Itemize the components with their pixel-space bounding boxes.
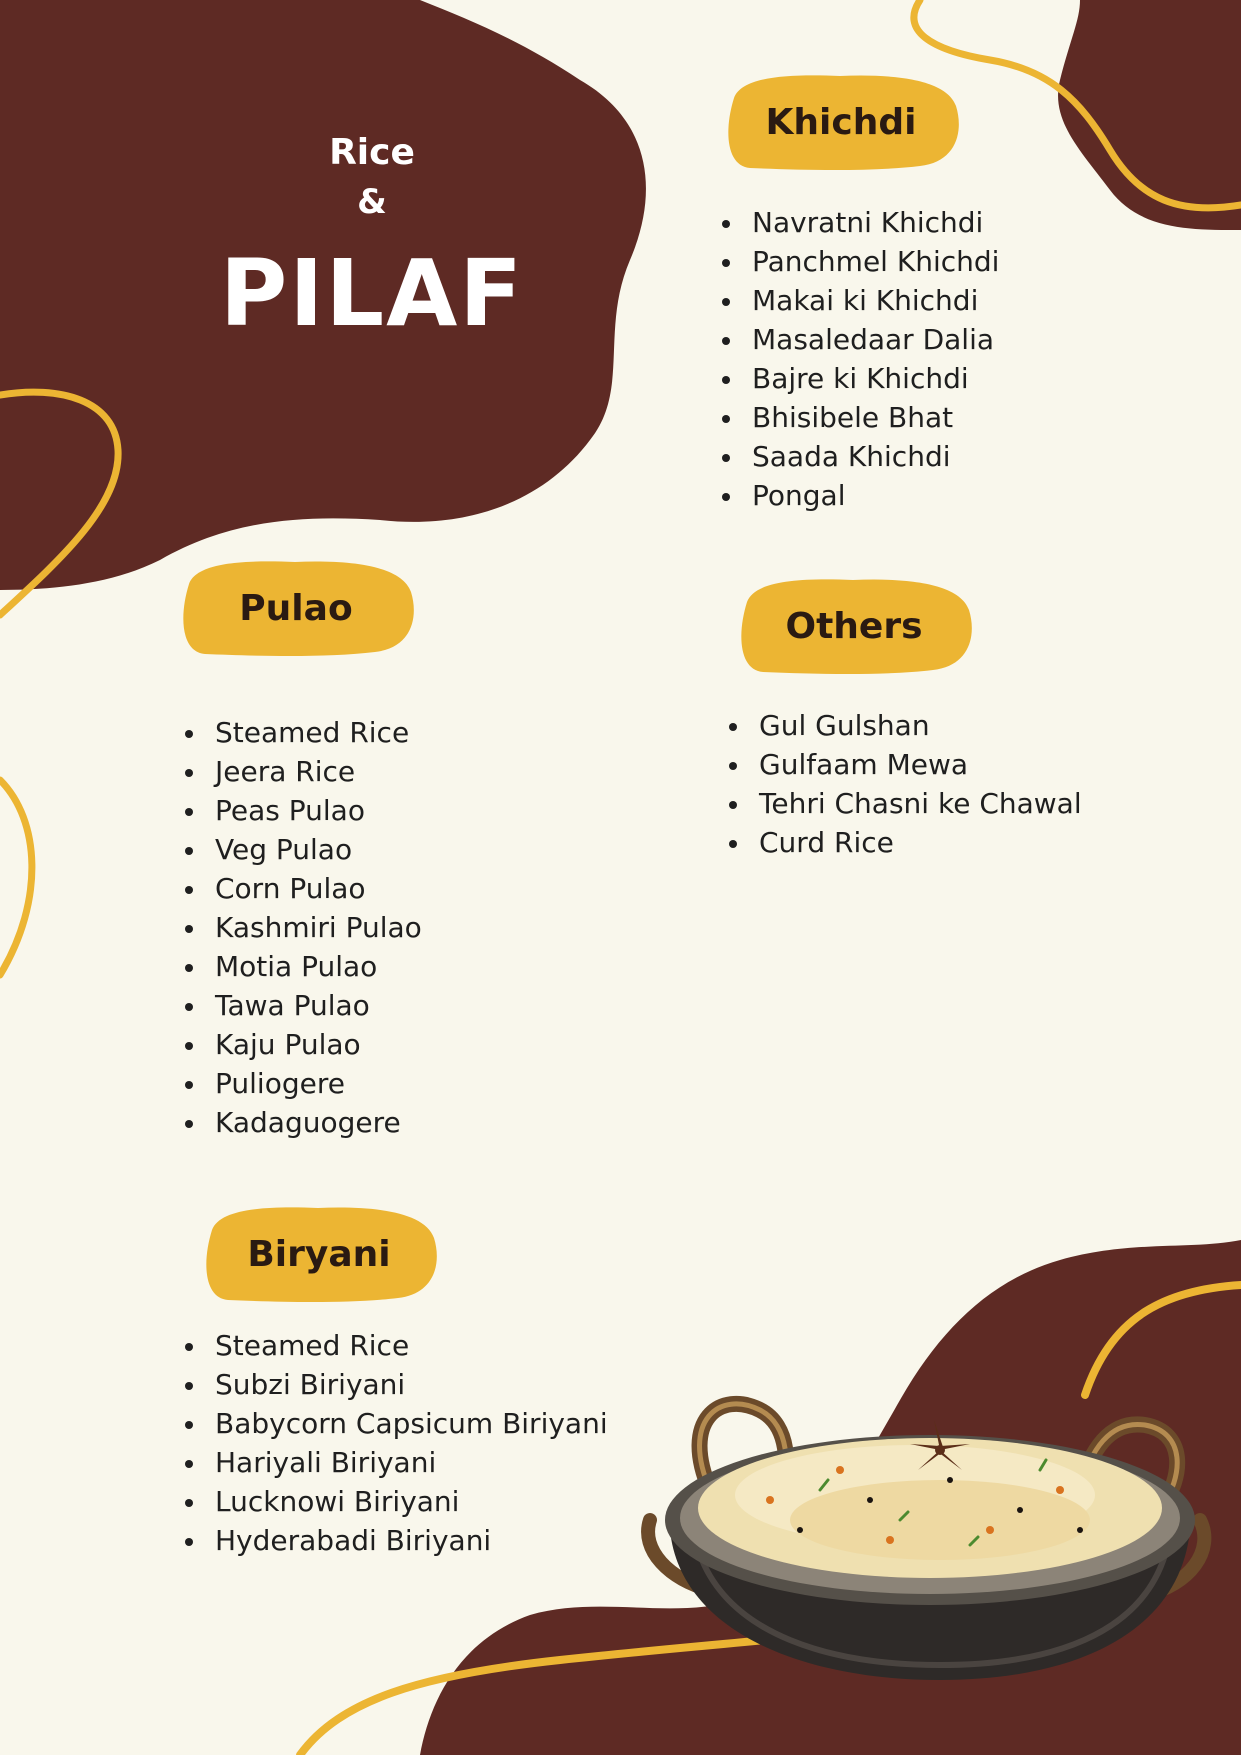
list-item: Tawa Pulao — [183, 986, 422, 1025]
list-item: Peas Pulao — [183, 791, 422, 830]
list-item: Makai ki Khichdi — [720, 281, 999, 320]
section-heading-khichdi — [720, 70, 962, 174]
list-item: Kaju Pulao — [183, 1025, 422, 1064]
title-rice: Rice — [329, 132, 415, 173]
others-list — [727, 706, 1082, 862]
section-heading-others — [733, 574, 975, 678]
list-item: Saada Khichdi — [720, 437, 999, 476]
section-heading-biryani — [198, 1202, 440, 1306]
list-item: Corn Pulao — [183, 869, 422, 908]
list-item: Curd Rice — [727, 823, 1082, 862]
list-item: Jeera Rice — [183, 752, 422, 791]
list-item: Navratni Khichdi — [720, 203, 999, 242]
list-item: Veg Pulao — [183, 830, 422, 869]
section-heading-pulao — [175, 556, 417, 660]
list-item: Bajre ki Khichdi — [720, 359, 999, 398]
list-item: Motia Pulao — [183, 947, 422, 986]
list-item: Hyderabadi Biriyani — [183, 1521, 608, 1560]
list-item: Gulfaam Mewa — [727, 745, 1082, 784]
pulao-list — [183, 713, 422, 1142]
list-item: Panchmel Khichdi — [720, 242, 999, 281]
mustard-line-left-mid — [0, 780, 32, 975]
list-item: Puliogere — [183, 1064, 422, 1103]
list-item: Subzi Biriyani — [183, 1365, 608, 1404]
list-item: Steamed Rice — [183, 713, 422, 752]
list-item: Tehri Chasni ke Chawal — [727, 784, 1082, 823]
list-item: Masaledaar Dalia — [720, 320, 999, 359]
title-ampersand: & — [357, 182, 387, 222]
list-item: Bhisibele Bhat — [720, 398, 999, 437]
list-item: Babycorn Capsicum Biriyani — [183, 1404, 608, 1443]
list-item: Pongal — [720, 476, 999, 515]
heading-text: Biryani — [247, 1233, 391, 1275]
title-pilaf: PILAF — [219, 240, 525, 347]
list-item: Hariyali Biriyani — [183, 1443, 608, 1482]
heading-text: Pulao — [239, 587, 353, 629]
heading-text: Others — [785, 605, 923, 647]
list-item: Gul Gulshan — [727, 706, 1082, 745]
heading-text: Khichdi — [765, 101, 917, 143]
biryani-list — [183, 1326, 608, 1560]
list-item: Steamed Rice — [183, 1326, 608, 1365]
list-item: Kashmiri Pulao — [183, 908, 422, 947]
list-item: Lucknowi Biriyani — [183, 1482, 608, 1521]
rice-bowl-image — [640, 1380, 1220, 1700]
khichdi-list — [720, 203, 999, 515]
list-item: Kadaguogere — [183, 1103, 422, 1142]
